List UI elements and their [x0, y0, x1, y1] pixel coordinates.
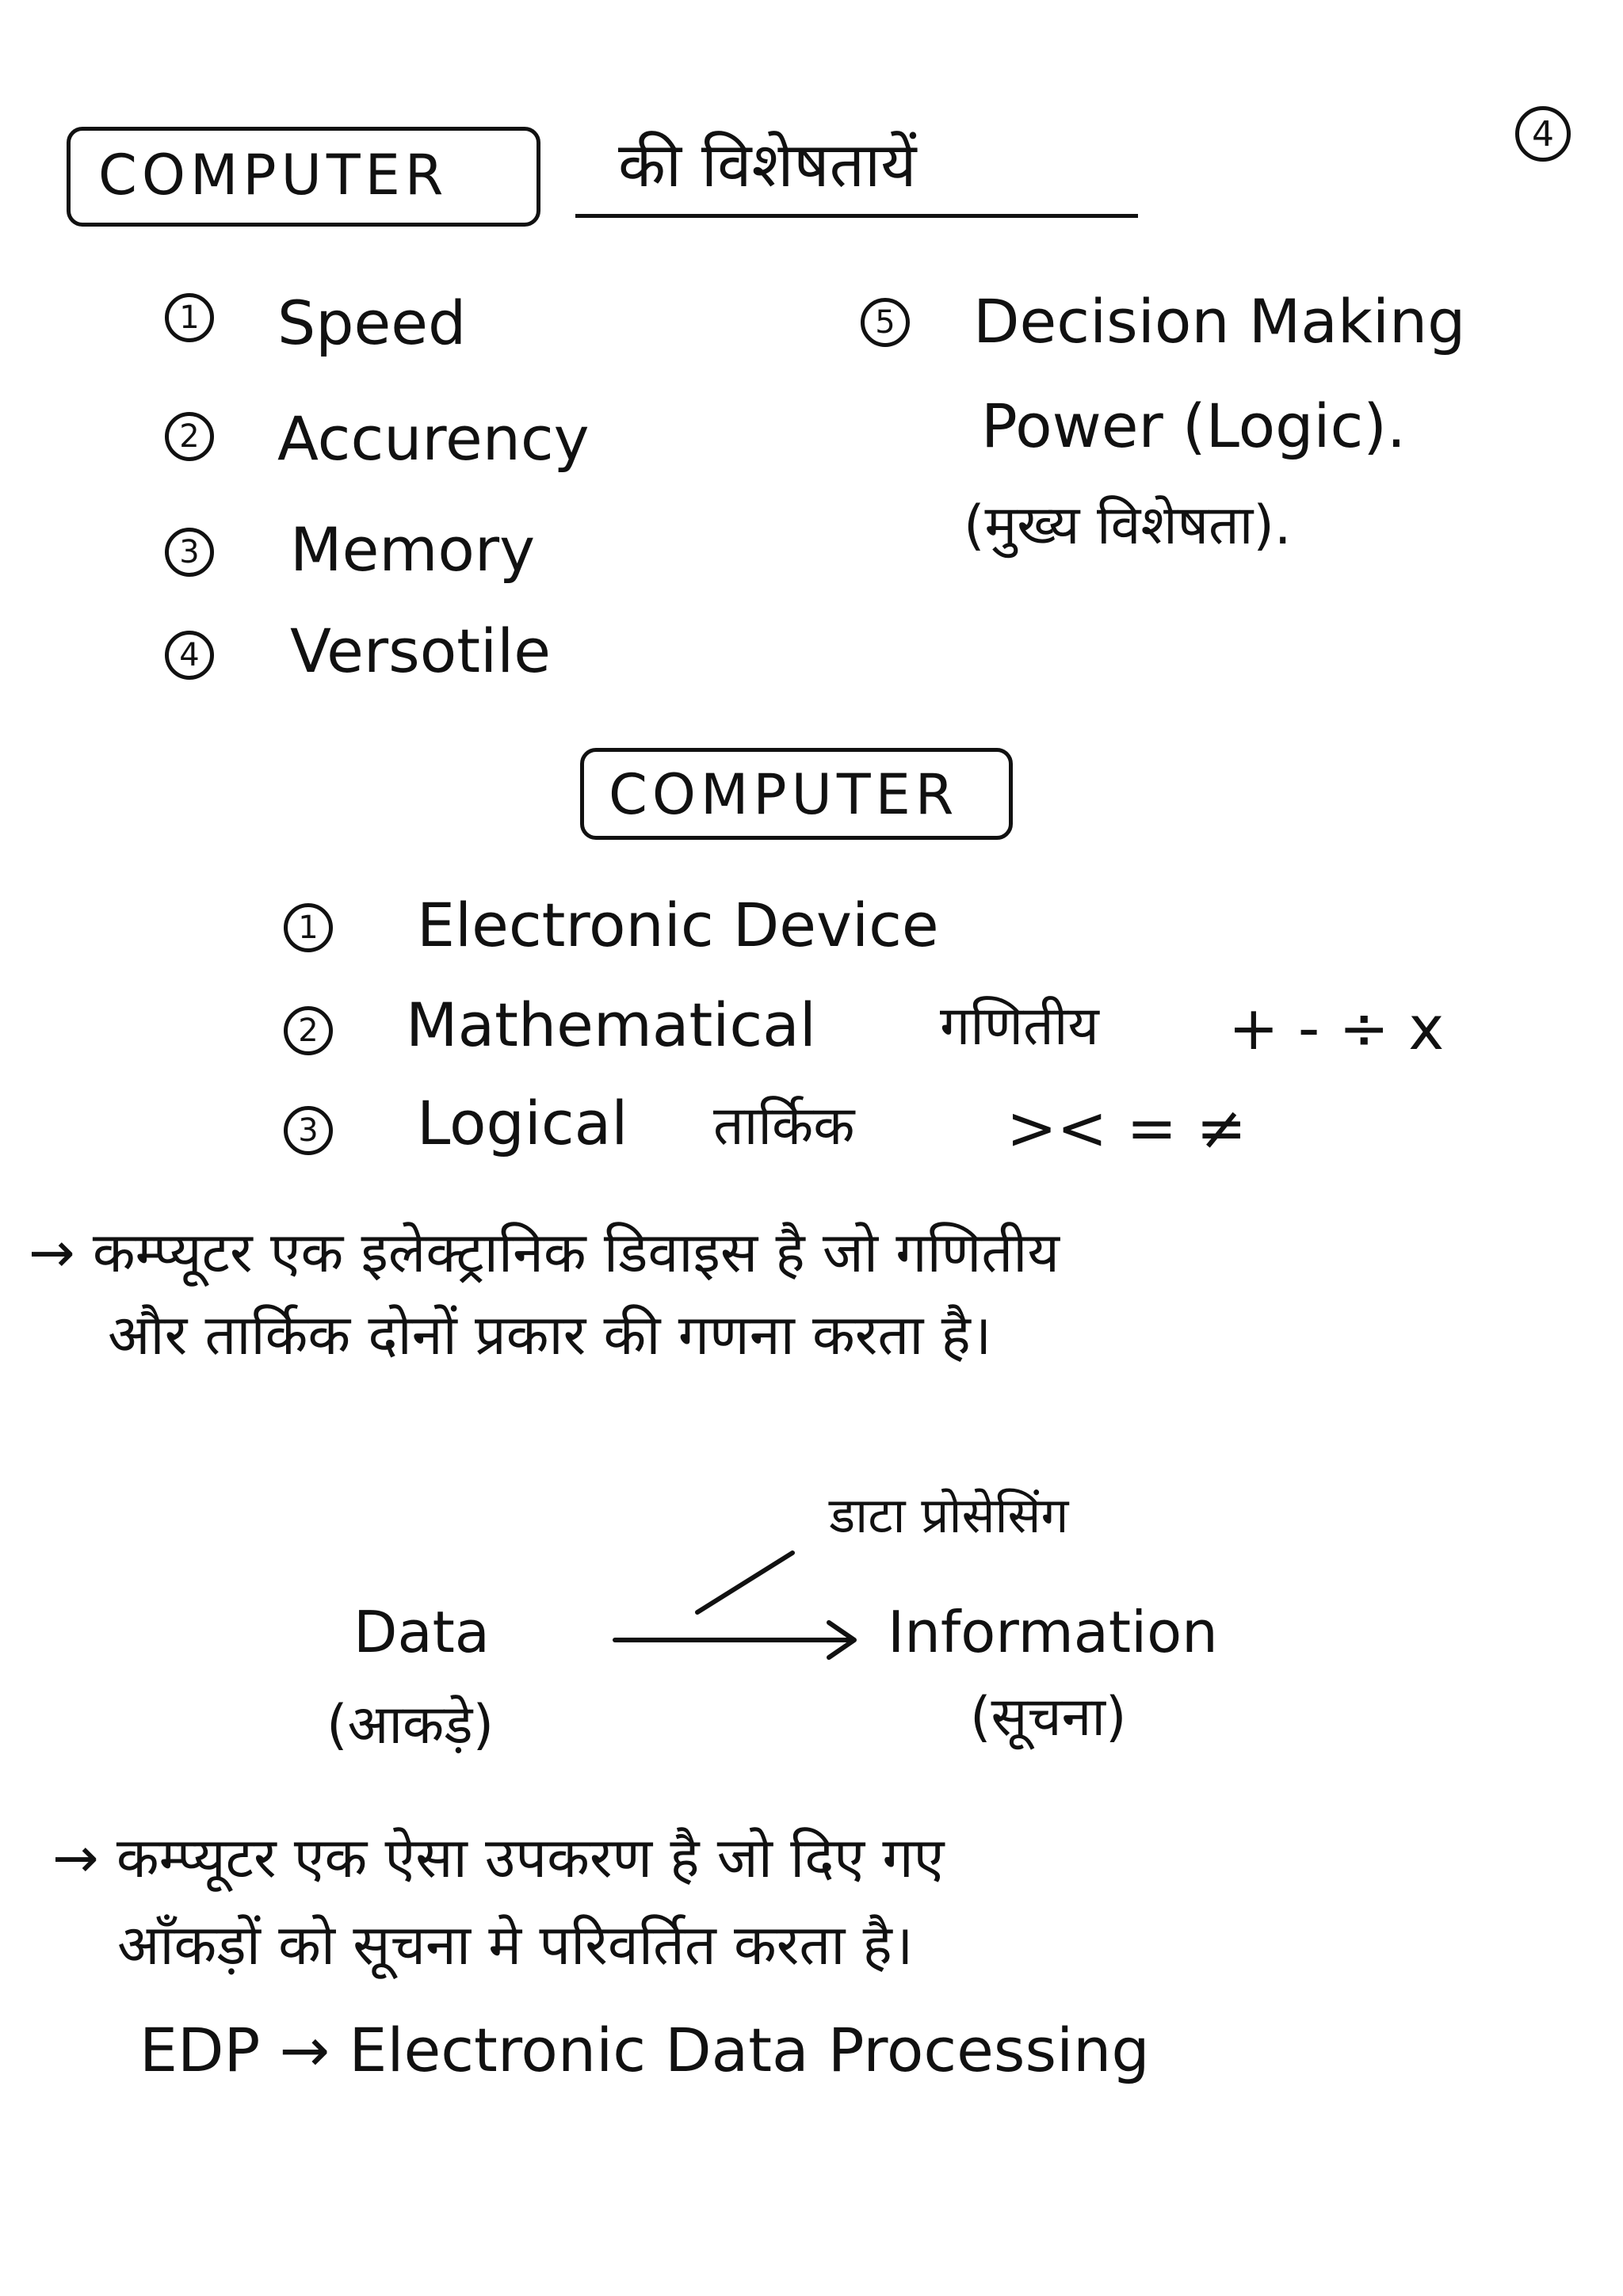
math-symbols: + - ÷ x	[1228, 993, 1445, 1063]
flow-arrow	[615, 1616, 869, 1664]
item-logical: Logical	[417, 1088, 628, 1158]
item-number: 1	[165, 293, 214, 342]
flow-from-hindi: (आकड़े)	[327, 1694, 495, 1756]
section1-title-hindi: की विशेषतायें	[618, 130, 917, 201]
item-number: 5	[861, 298, 910, 347]
note-line: आँकड़ों को सूचना मे परिवर्तित करता है।	[117, 1913, 914, 1978]
item-memory: Memory	[290, 514, 536, 585]
item-speed: Speed	[277, 288, 467, 358]
logic-symbols: >< = ≠	[1006, 1093, 1247, 1163]
note-line: → कम्प्यूटर एक ऐसा उपकरण है जो दिए गए	[52, 1825, 945, 1890]
item-accuracy: Accurency	[277, 403, 590, 474]
item-number: 4	[165, 631, 214, 680]
item-versatile: Versotile	[290, 616, 551, 686]
item-decision-power: Power (Logic).	[981, 391, 1407, 461]
item-mathematical-hindi: गणितीय	[940, 995, 1099, 1058]
item-logical-hindi: तार्किक	[713, 1095, 855, 1158]
flow-process-label: डाटा प्रोसेसिंग	[829, 1486, 1069, 1544]
item-decision-hindi: (मुख्य विशेषता).	[964, 494, 1292, 557]
flow-to-label: Information	[888, 1599, 1218, 1665]
section1-title: COMPUTER	[98, 143, 449, 208]
item-number: 3	[284, 1106, 333, 1155]
note-line: → कम्प्यूटर एक इलेक्ट्रानिक डिवाइस है जो गणितीय	[29, 1220, 1060, 1285]
item-electronic-device: Electronic Device	[417, 890, 939, 960]
item-number: 2	[284, 1006, 333, 1055]
note-line: और तार्किक दोनों प्रकार की गणना करता है।	[108, 1302, 992, 1367]
item-number: 2	[165, 412, 214, 461]
item-decision-making: Decision Making	[973, 286, 1466, 357]
flow-from-label: Data	[353, 1599, 490, 1665]
section1-title-underline	[575, 214, 1138, 218]
item-number: 1	[284, 903, 333, 952]
item-number: 3	[165, 528, 214, 577]
flow-to-hindi: (सूचना)	[970, 1686, 1127, 1749]
edp-definition: EDP → Electronic Data Processing	[139, 2015, 1150, 2085]
section2-title: COMPUTER	[609, 762, 959, 827]
process-slash	[689, 1545, 808, 1624]
item-mathematical: Mathematical	[406, 990, 816, 1060]
page-number: 4	[1515, 106, 1571, 162]
